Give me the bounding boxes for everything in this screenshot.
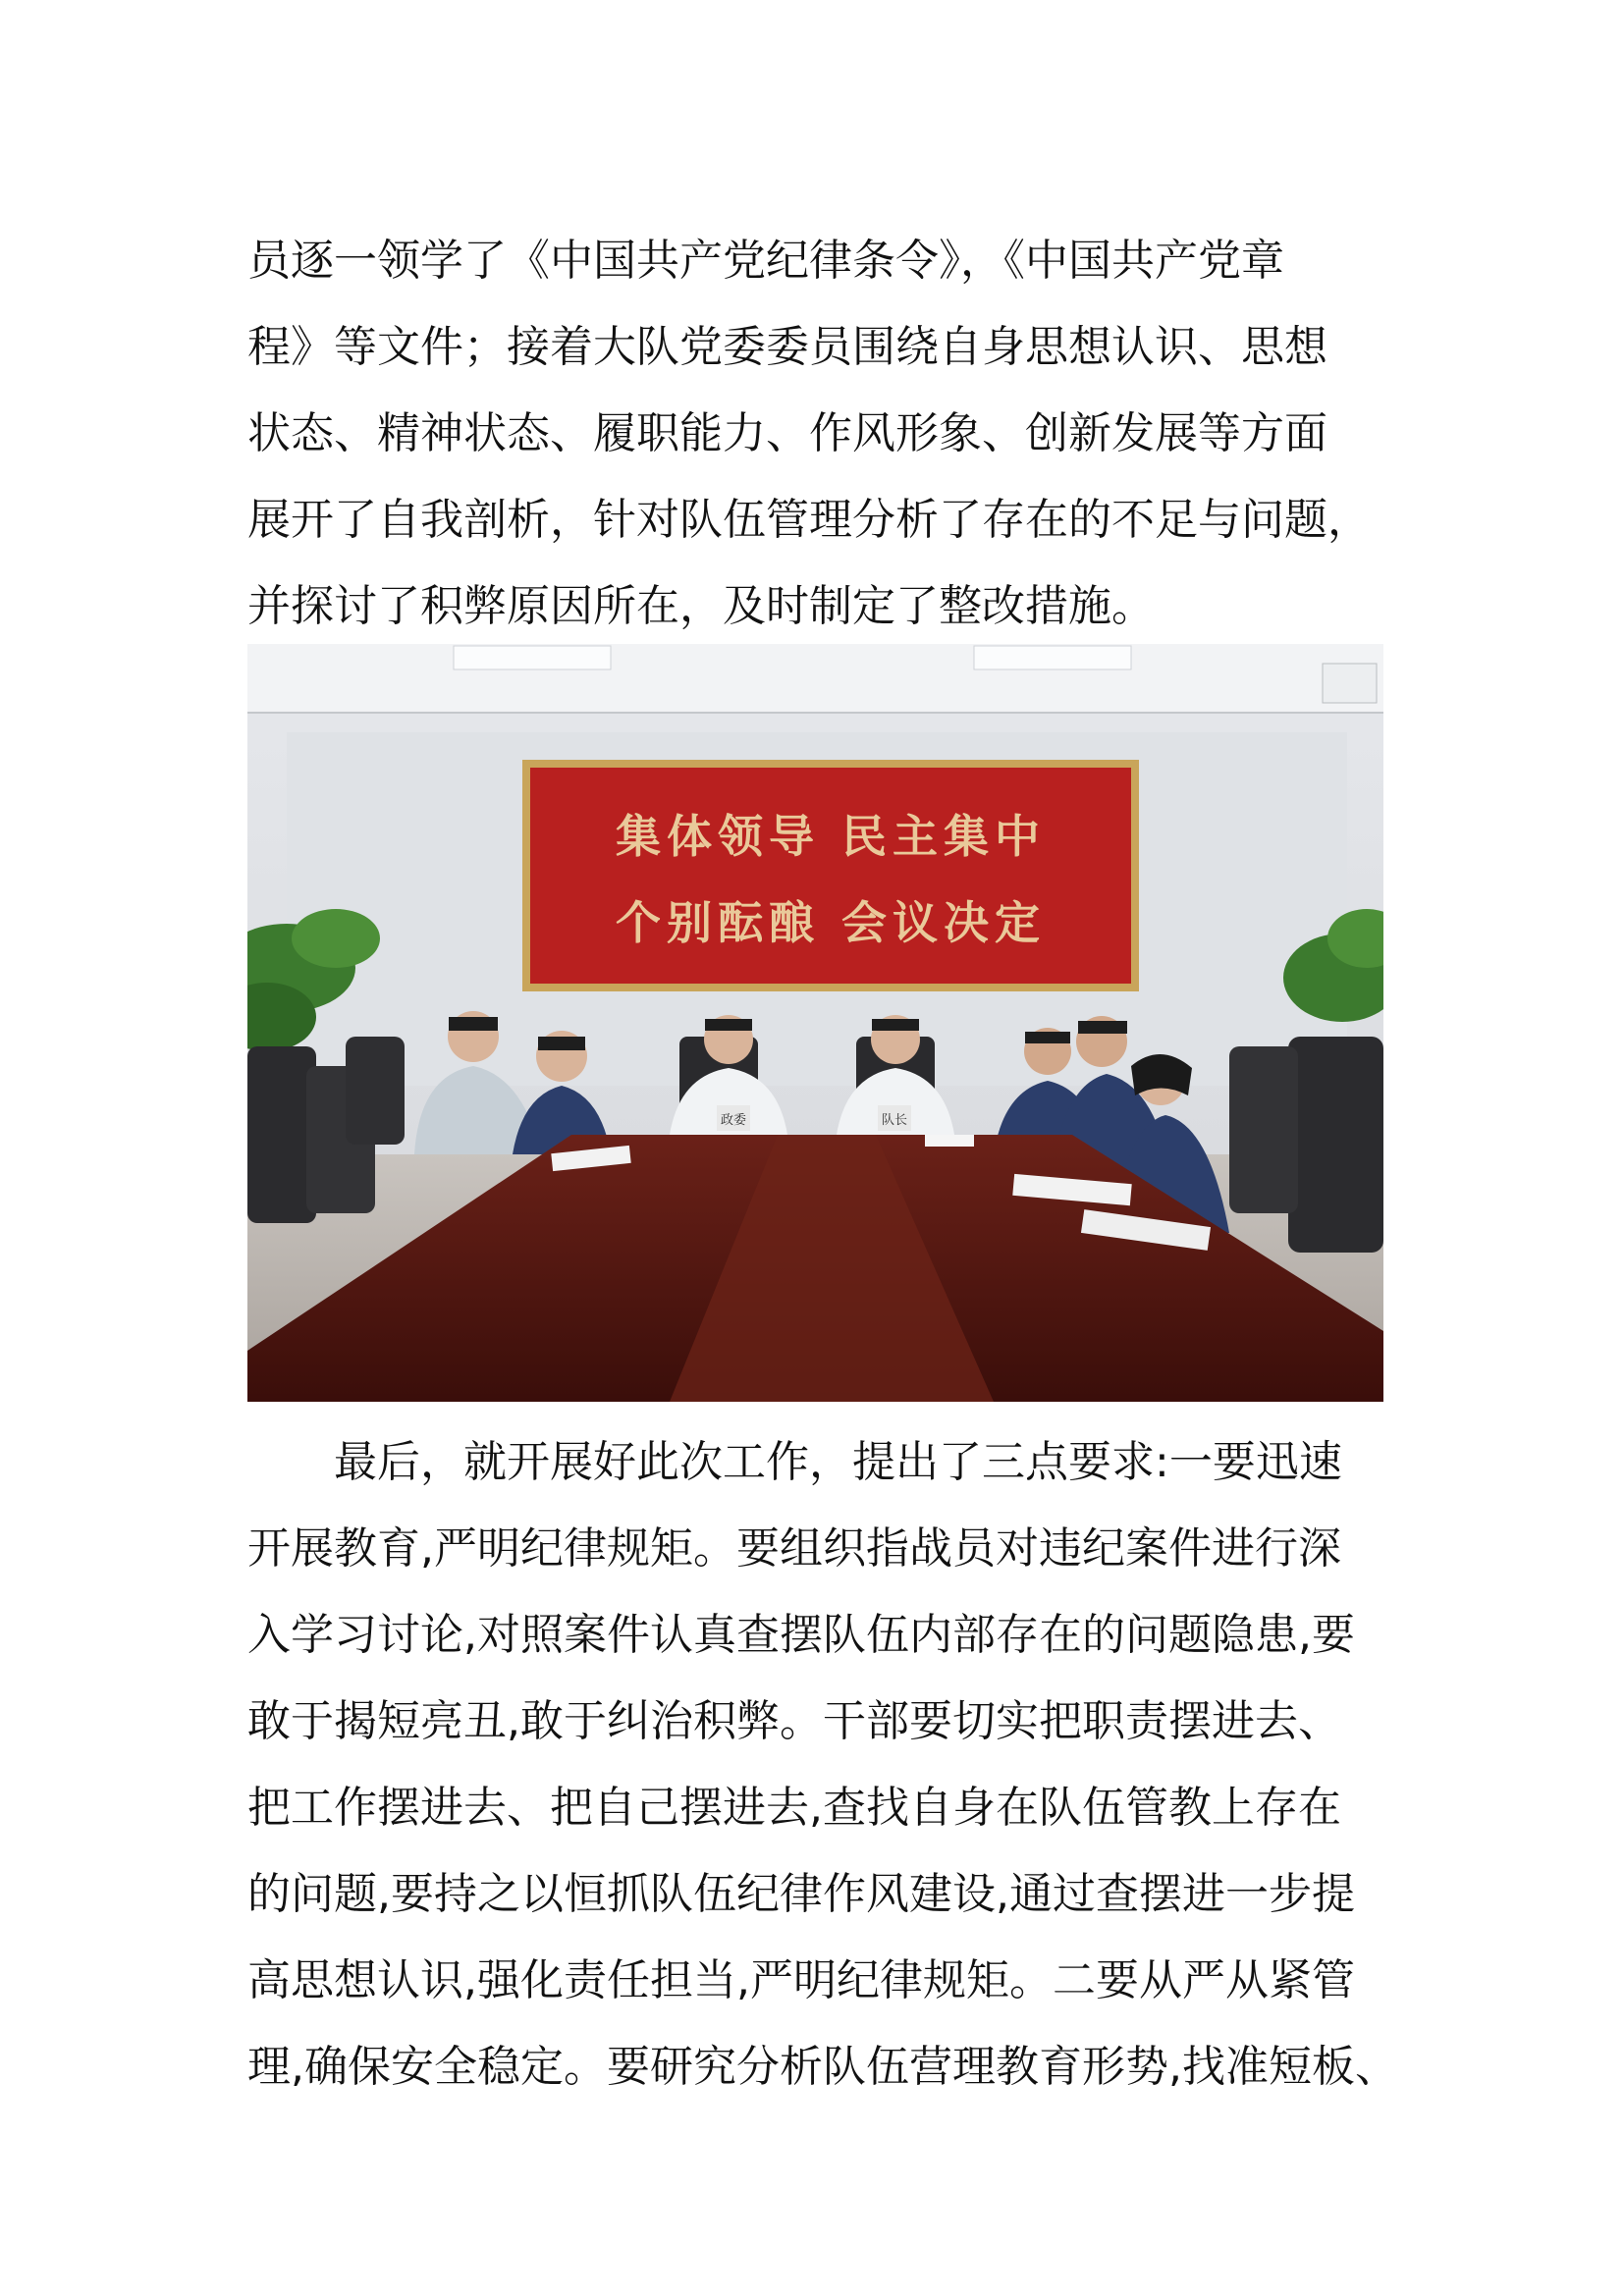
svg-text:政委: 政委 [720,1113,747,1128]
banner-line-2: 个别酝酿 会议决定 [615,896,1047,949]
ceiling-light [974,646,1131,669]
text-line: 入学习讨论,对照案件认真查摆队伍内部存在的问题隐患,要 [247,1610,1355,1660]
air-vent [1323,664,1377,703]
name-plaque-left [717,1105,750,1131]
text-line: 展开了自我剖析，针对队伍管理分析了存在的不足与问题， [247,495,1371,545]
text-line: 敢于揭短亮丑,敢于纠治积弊。干部要切实把职责摆进去、 [247,1696,1341,1746]
text-line: 开展教育,严明纪律规矩。要组织指战员对违纪案件进行深 [247,1523,1341,1574]
text-line: 最后，就开展好此次工作，提出了三点要求:一要迅速 [247,1437,1342,1487]
text-line: 的问题,要持之以恒抓队伍纪律作风建设,通过查摆进一步提 [247,1869,1355,1919]
text-line: 把工作摆进去、把自己摆进去,查找自身在队伍管教上存在 [247,1783,1341,1833]
text-line: 理,确保安全稳定。要研究分析队伍营理教育形势,找准短板、 [247,2042,1398,2092]
banner-board [530,768,1131,984]
paragraph-top [247,218,1386,650]
paragraph-bottom [247,1419,1398,2110]
banner-line-1: 集体领导 民主集中 [615,810,1047,863]
text-line: 员逐一领学了《中国共产党纪律条令》，《中国共产党章 [247,236,1284,286]
text-line: 状态、精神状态、履职能力、作风形象、创新发展等方面 [247,408,1327,458]
svg-text:队长: 队长 [881,1113,908,1128]
text-line: 并探讨了积弊原因所在，及时制定了整改措施。 [247,581,1155,631]
meeting-photo [247,644,1383,1402]
name-plaque-right [878,1105,911,1131]
ceiling-light [454,646,611,669]
text-line: 程》等文件；接着大队党委委员围绕自身思想认识、思想 [247,322,1327,372]
text-line: 高思想认识,强化责任担当,严明纪律规矩。二要从严从紧管 [247,1955,1355,2005]
